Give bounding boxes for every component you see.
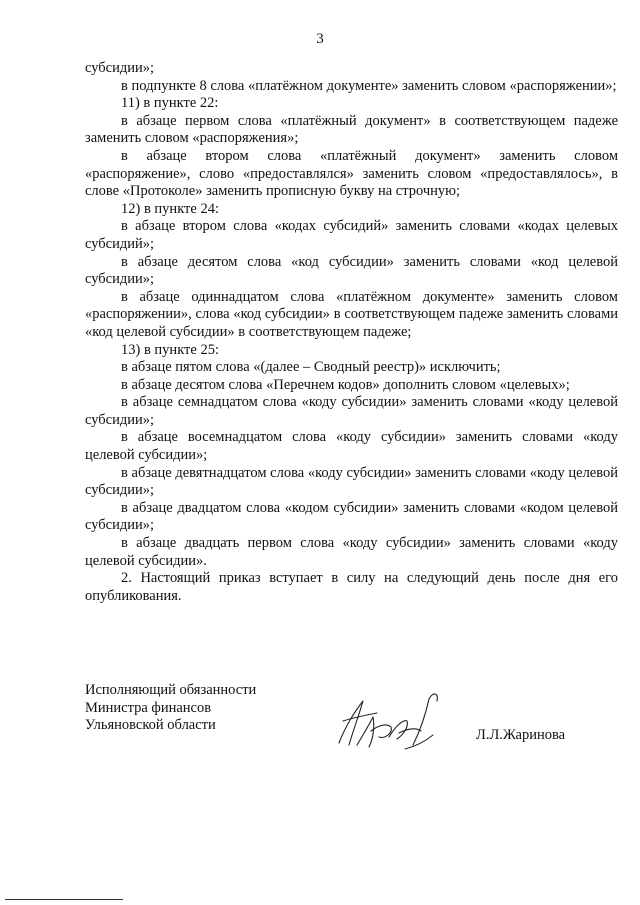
paragraph: 2. Настоящий приказ вступает в силу на следующий день после дня его опубликования. [85, 570, 618, 604]
signer-position-line: Ульяновской области [85, 717, 216, 734]
paragraph: в абзаце семнадцатом слова «коду субсидии» заменить словами «коду целевой субсидии»; [85, 394, 618, 428]
paragraph: в абзаце восемнадцатом слова «коду субсидии» заменить словами «коду целевой субсидии»; [85, 429, 618, 464]
paragraph: субсидии»; [85, 60, 155, 76]
page-number: 3 [316, 31, 324, 47]
paragraph: в абзаце двадцатом слова «кодом субсидии» заменить словами «кодом целевой субсидии»; [85, 499, 618, 534]
paragraph: в абзаце втором слова «кодах субсидий» заменить словами «кодах целевых субсидий»; [85, 218, 618, 252]
paragraph: 12) в пункте 24: [121, 200, 219, 217]
document-body [85, 60, 618, 605]
paragraph: в абзаце одиннадцатом слова «платёжном документе» заменить словом «распоряжении», слова «код субсидии» в соответствующем падеже заменить словами «код целевой субсидии» в соответствующем падеже; [85, 288, 618, 340]
paragraph: в абзаце десятом слова «Перечнем кодов» дополнить словом «целевых»; [121, 376, 570, 393]
paragraph: в абзаце десятом слова «код субсидии» заменить словами «код целевой субсидии»; [85, 253, 618, 288]
signer-position [85, 682, 256, 735]
handwritten-signature [333, 687, 443, 757]
paragraph: 11) в пункте 22: [121, 95, 219, 112]
paragraph: в абзаце девятнадцатом слова «коду субсидии» заменить словами «коду целевой субсидии»; [85, 464, 618, 499]
signer-position-line: Исполняющий обязанности [85, 682, 257, 698]
paragraph: в абзаце первом слова «платёжный документ» в соответствующем падеже заменить словом «распоряжения»; [85, 112, 618, 147]
footer-divider [5, 899, 123, 900]
signer-name: Л.Л.Жаринова [476, 727, 566, 743]
paragraph: в абзаце втором слова «платёжный документ» заменить словом «распоряжение», слово «предоставлялся» заменить словом «предоставлялось», в слове «Протоколе» заменить прописную букву на строчную; [85, 147, 618, 200]
paragraph: в подпункте 8 слова «платёжном документе» заменить словом «распоряжении»; [121, 77, 617, 94]
paragraph: в абзаце двадцать первом слова «коду субсидии» заменить словами «коду целевой субсидии». [85, 535, 618, 569]
signer-position-line: Министра финансов [85, 699, 212, 716]
paragraph: 13) в пункте 25: [121, 341, 219, 358]
paragraph: в абзаце пятом слова «(далее – Сводный реестр)» исключить; [121, 359, 501, 376]
